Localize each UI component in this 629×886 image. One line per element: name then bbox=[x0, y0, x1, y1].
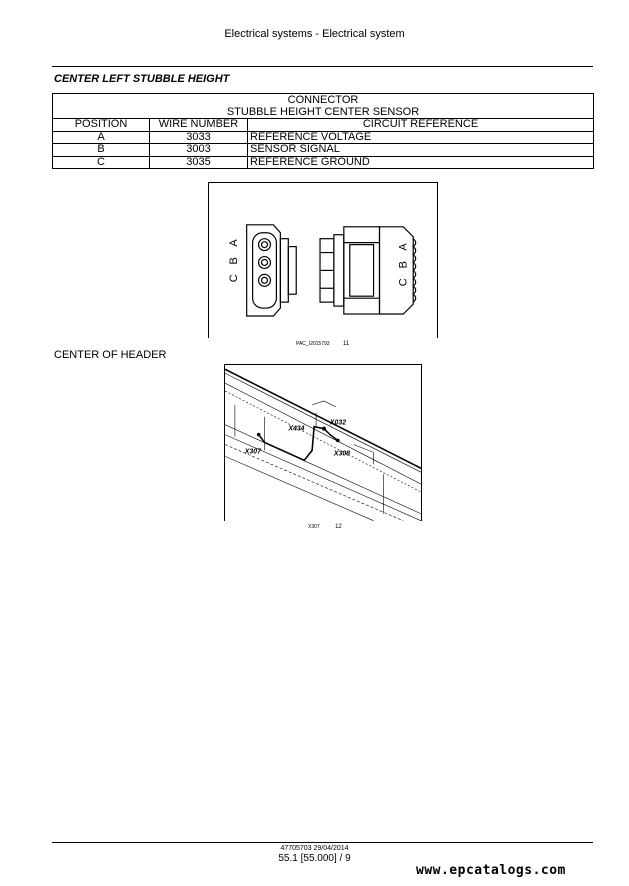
watermark-text: www.epcatalogs.com bbox=[416, 863, 566, 878]
connector-drawing bbox=[209, 183, 437, 338]
callout-x308: X308 bbox=[333, 450, 351, 458]
pin-label-a-left: A bbox=[227, 239, 240, 247]
pin-label-a-right: A bbox=[397, 243, 410, 251]
figure1-caption-number: 11 bbox=[342, 341, 350, 347]
figure1-caption-code: PAC_I2015793 bbox=[296, 341, 330, 347]
page-header-title: Electrical systems - Electrical system bbox=[224, 28, 405, 40]
table-title-row bbox=[53, 107, 594, 119]
table-title-line1: CONNECTOR bbox=[53, 94, 594, 107]
pin-label-c-left: C bbox=[227, 274, 240, 283]
footer-page-number: 55.1 [55.000] / 9 bbox=[278, 853, 351, 864]
figure2-caption-number: 12 bbox=[335, 524, 342, 530]
header-location-figure bbox=[224, 364, 422, 521]
callout-x032: X032 bbox=[329, 419, 347, 427]
column-header-wire-number: WIRE NUMBER bbox=[150, 119, 248, 132]
table-header-row bbox=[53, 119, 594, 132]
cell-wire-number: 3035 bbox=[150, 156, 248, 169]
cell-wire-number: 3033 bbox=[150, 131, 248, 144]
connector-figure bbox=[208, 182, 438, 338]
cell-wire-number: 3003 bbox=[150, 144, 248, 157]
section-title: CENTER LEFT STUBBLE HEIGHT bbox=[54, 73, 230, 85]
footer-divider bbox=[52, 842, 593, 843]
table-title-line2: STUBBLE HEIGHT CENTER SENSOR bbox=[53, 107, 594, 119]
table-title-row bbox=[53, 94, 594, 107]
header-divider bbox=[52, 66, 593, 67]
cell-circuit-reference: REFERENCE VOLTAGE bbox=[248, 131, 594, 144]
callout-x307: X307 bbox=[244, 448, 261, 456]
table-row bbox=[53, 156, 594, 169]
callout-x434: X434 bbox=[288, 425, 305, 433]
cell-circuit-reference: REFERENCE GROUND bbox=[248, 156, 594, 169]
table-row bbox=[53, 144, 594, 157]
pin-label-c-right: C bbox=[397, 278, 410, 287]
column-header-circuit-reference: CIRCUIT REFERENCE bbox=[248, 119, 594, 132]
pin-label-b-left: B bbox=[227, 257, 240, 265]
subsection-title: CENTER OF HEADER bbox=[54, 349, 167, 361]
cell-position: C bbox=[53, 156, 150, 169]
footer-document-info: 47705703 29/04/2014 bbox=[280, 845, 349, 852]
cell-circuit-reference: SENSOR SIGNAL bbox=[248, 144, 594, 157]
table-row bbox=[53, 131, 594, 144]
pin-label-b-right: B bbox=[397, 261, 410, 269]
header-location-drawing bbox=[225, 365, 421, 521]
connector-table bbox=[52, 93, 594, 169]
figure2-caption bbox=[308, 524, 342, 530]
figure2-caption-code: X307 bbox=[308, 524, 320, 530]
figure1-caption bbox=[296, 341, 349, 347]
cell-position: B bbox=[53, 144, 150, 157]
cell-position: A bbox=[53, 131, 150, 144]
column-header-position: POSITION bbox=[53, 119, 150, 132]
